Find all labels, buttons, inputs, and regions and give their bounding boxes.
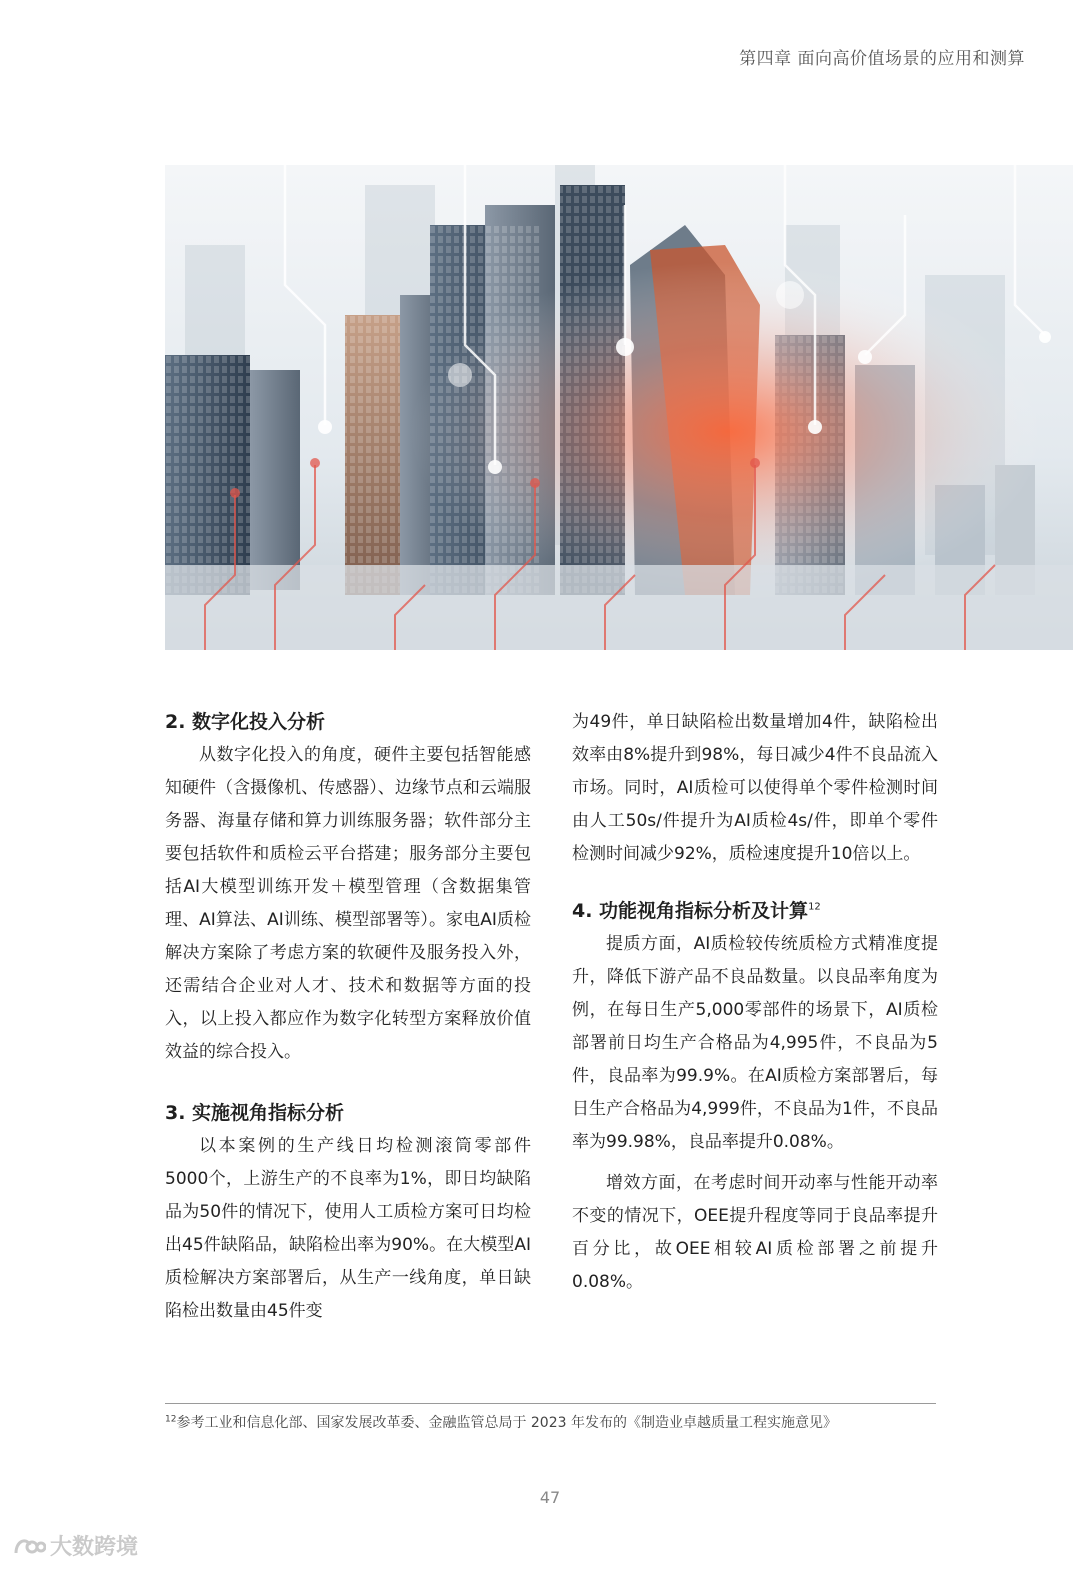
watermark-text: 大数跨境	[50, 1535, 139, 1560]
chapter-header: 第四章 面向高价值场景的应用和测算	[739, 49, 1025, 69]
section-4-title	[572, 895, 938, 928]
section-4-paragraph-efficiency: 增效方面，在考虑时间开动率与性能开动率不变的情况下，OEE提升程度等同于良品率提升百分比，故OEE相较AI质检部署之前提升0.08%。	[572, 1173, 938, 1292]
page-number: 47	[539, 1488, 561, 1507]
footnote-number: 12	[165, 1414, 177, 1425]
footnote	[165, 1412, 837, 1434]
section-4-paragraph-quality: 提质方面，AI质检较传统质检方式精准度提升，降低下游产品不良品数量。以良品率角度为例，在每日生产5,000零部件的场景下，AI质检部署前日均生产合格品为4,995件，不良品为5件，良品率为99.9%。在AI质检方案部署后，每日生产合格品为4,999件，不良品为1件，不良品率为99.98%，良品率提升0.08%。	[572, 934, 938, 1152]
footnote-ref: 12	[808, 901, 821, 913]
right-column	[572, 706, 938, 1299]
watermark	[12, 1530, 138, 1561]
hero-city-image	[165, 165, 1073, 650]
footnote-text: 参考工业和信息化部、国家发展改革委、金融监管总局于 2023 年发布的《制造业卓越质量工程实施意见》	[176, 1415, 837, 1431]
section-3-paragraph-continued: 为49件，单日缺陷检出数量增加4件，缺陷检出效率由8%提升到98%，每日减少4件不良品流入市场。同时，AI质检可以使得单个零件检测时间由人工50s/件提升为AI质检4s/件，即单个零件检测时间减少92%，质检速度提升10倍以上。	[572, 712, 938, 864]
footnote-divider	[165, 1403, 936, 1404]
section-4-title-text: 4. 功能视角指标分析及计算	[572, 900, 809, 922]
section-3-paragraph-start: 以本案例的生产线日均检测滚筒零部件5000个，上游生产的不良率为1%，即日均缺陷品为50件的情况下，使用人工质检方案可日均检出45件缺陷品，缺陷检出率为90%。在大模型AI质检解决方案部署后，从生产一线角度，单日缺陷检出数量由45件变	[165, 1136, 531, 1321]
section-3-title: 3. 实施视角指标分析	[165, 1102, 345, 1124]
left-column	[165, 706, 531, 1328]
watermark-logo-icon	[12, 1533, 46, 1559]
section-2-title: 2. 数字化投入分析	[165, 711, 326, 733]
section-2-paragraph: 从数字化投入的角度，硬件主要包括智能感知硬件（含摄像机、传感器）、边缘节点和云端服务器、海量存储和算力训练服务器；软件部分主要包括软件和质检云平台搭建；服务部分主要包括AI大模型训练开发＋模型管理（含数据集管理、AI算法、AI训练、模型部署等）。家电AI质检解决方案除了考虑方案的软硬件及服务投入外，还需结合企业对人才、技术和数据等方面的投入，以上投入都应作为数字化转型方案释放价值效益的综合投入。	[165, 745, 531, 1062]
